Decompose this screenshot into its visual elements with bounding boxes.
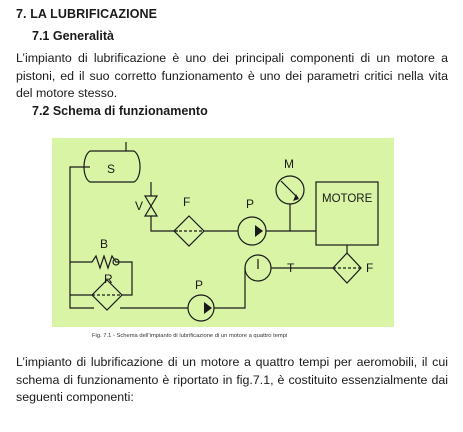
filter-r-pipes xyxy=(70,280,132,295)
label-v: V xyxy=(135,199,144,213)
pump-p-top-arrow xyxy=(255,225,263,237)
label-p-bottom: P xyxy=(195,278,204,292)
section-heading-generalita: 7.1 Generalità xyxy=(32,29,114,43)
pump-bottom-outlet-pipe xyxy=(214,300,245,308)
schematic-drawing xyxy=(52,138,394,327)
label-m: M xyxy=(284,157,294,171)
label-f-top: F xyxy=(183,195,191,209)
motore-box xyxy=(316,182,378,245)
label-f-right: F xyxy=(366,261,374,275)
label-r: R xyxy=(104,272,113,286)
valve-v-symbol xyxy=(145,196,157,216)
label-motore: MOTORE xyxy=(322,193,373,205)
valve-to-filter-pipe xyxy=(151,216,178,231)
chapter-heading: 7. LA LUBRIFICAZIONE xyxy=(16,7,158,21)
label-p-top: P xyxy=(246,197,255,211)
lubrication-schematic xyxy=(52,138,394,327)
left-return-pipe xyxy=(70,246,94,308)
section-heading-schema: 7.2 Schema di funzionamento xyxy=(32,104,208,118)
relief-valve-b-spring xyxy=(70,256,132,280)
figure-caption: Fig. 7.1 - Schema dell’impianto di lubrificazione di un motore a quattro tempi xyxy=(92,333,288,339)
label-b: B xyxy=(100,237,109,251)
pump-p-bottom-arrow xyxy=(204,302,212,314)
closing-paragraph: L’impianto di lubrificazione di un motore a quattro tempi per aeromobili, il cui schema di funzionamento è riportato in fig.7.1, è costituito essenzialmente dai seguenti componenti: xyxy=(16,355,448,404)
label-s: S xyxy=(107,162,116,176)
label-t: T xyxy=(287,261,295,275)
generalita-paragraph: L’impianto di lubrificazione è uno dei principali componenti di un motore a pistoni, ed il suo corretto funzionamento è uno dei parametri critici nella vita del motore stesso. xyxy=(16,51,448,100)
filter-f-right-symbol xyxy=(333,253,361,283)
